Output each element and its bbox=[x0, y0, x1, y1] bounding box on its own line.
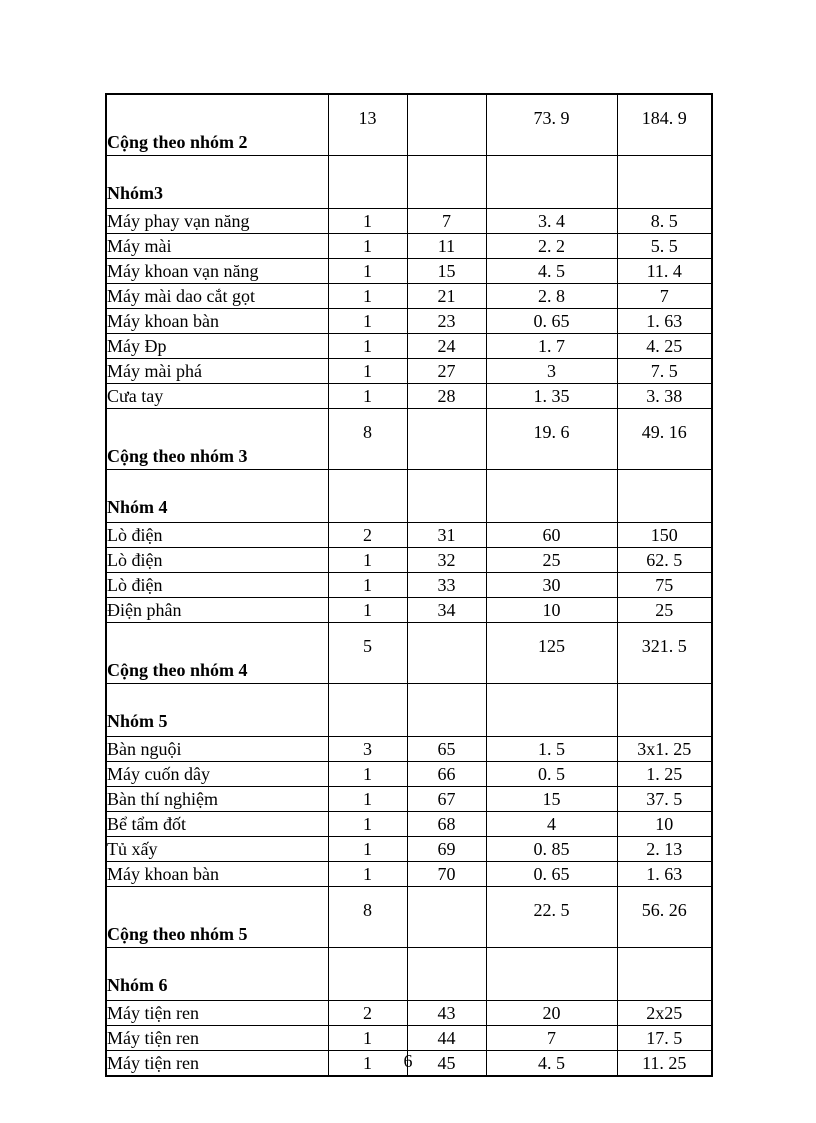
table-row bbox=[106, 1001, 712, 1026]
total-power-cell: 7. 5 bbox=[617, 359, 712, 384]
device-name-cell: Tủ xấy bbox=[106, 837, 328, 862]
plan-code-cell bbox=[407, 156, 486, 209]
table-row bbox=[106, 787, 712, 812]
plan-code-cell: 69 bbox=[407, 837, 486, 862]
plan-code-cell: 66 bbox=[407, 762, 486, 787]
device-name-cell: Bàn nguội bbox=[106, 737, 328, 762]
plan-code-cell: 34 bbox=[407, 598, 486, 623]
plan-code-cell: 43 bbox=[407, 1001, 486, 1026]
quantity-cell bbox=[328, 948, 407, 1001]
device-name-cell: Lò điện bbox=[106, 548, 328, 573]
device-name-cell: Cộng theo nhóm 2 bbox=[106, 94, 328, 156]
quantity-cell: 8 bbox=[328, 887, 407, 948]
plan-code-cell: 21 bbox=[407, 284, 486, 309]
device-name-cell: Máy phay vạn năng bbox=[106, 209, 328, 234]
total-power-cell bbox=[617, 684, 712, 737]
rated-power-cell: 1. 5 bbox=[486, 737, 617, 762]
quantity-cell: 2 bbox=[328, 1001, 407, 1026]
rated-power-cell: 25 bbox=[486, 548, 617, 573]
device-name-cell: Máy mài bbox=[106, 234, 328, 259]
group-header-row bbox=[106, 684, 712, 737]
quantity-cell: 1 bbox=[328, 787, 407, 812]
plan-code-cell bbox=[407, 470, 486, 523]
device-name-cell: Máy khoan bàn bbox=[106, 309, 328, 334]
total-power-cell: 37. 5 bbox=[617, 787, 712, 812]
device-name-cell: Máy Đp bbox=[106, 334, 328, 359]
total-power-cell: 1. 63 bbox=[617, 862, 712, 887]
rated-power-cell bbox=[486, 948, 617, 1001]
total-power-cell: 2. 13 bbox=[617, 837, 712, 862]
group-header-row bbox=[106, 470, 712, 523]
table-row bbox=[106, 862, 712, 887]
plan-code-cell: 68 bbox=[407, 812, 486, 837]
plan-code-cell bbox=[407, 409, 486, 470]
quantity-cell: 1 bbox=[328, 862, 407, 887]
plan-code-cell: 45 bbox=[407, 1051, 486, 1077]
table-row bbox=[106, 209, 712, 234]
rated-power-cell: 2. 2 bbox=[486, 234, 617, 259]
total-power-cell: 3. 38 bbox=[617, 384, 712, 409]
rated-power-cell: 3 bbox=[486, 359, 617, 384]
total-power-cell: 56. 26 bbox=[617, 887, 712, 948]
rated-power-cell bbox=[486, 156, 617, 209]
rated-power-cell: 2. 8 bbox=[486, 284, 617, 309]
total-power-cell: 2x25 bbox=[617, 1001, 712, 1026]
quantity-cell bbox=[328, 470, 407, 523]
table-row bbox=[106, 384, 712, 409]
rated-power-cell: 19. 6 bbox=[486, 409, 617, 470]
plan-code-cell: 65 bbox=[407, 737, 486, 762]
quantity-cell: 8 bbox=[328, 409, 407, 470]
rated-power-cell bbox=[486, 470, 617, 523]
total-power-cell bbox=[617, 156, 712, 209]
total-power-cell: 49. 16 bbox=[617, 409, 712, 470]
quantity-cell: 1 bbox=[328, 334, 407, 359]
plan-code-cell bbox=[407, 948, 486, 1001]
rated-power-cell: 0. 85 bbox=[486, 837, 617, 862]
equipment-load-table bbox=[105, 93, 713, 1077]
table-row bbox=[106, 334, 712, 359]
plan-code-cell bbox=[407, 887, 486, 948]
group-total-row bbox=[106, 94, 712, 156]
total-power-cell: 5. 5 bbox=[617, 234, 712, 259]
plan-code-cell: 67 bbox=[407, 787, 486, 812]
device-name-cell: Máy cuốn dây bbox=[106, 762, 328, 787]
quantity-cell: 1 bbox=[328, 548, 407, 573]
plan-code-cell: 7 bbox=[407, 209, 486, 234]
rated-power-cell: 73. 9 bbox=[486, 94, 617, 156]
device-name-cell: Cưa tay bbox=[106, 384, 328, 409]
group-total-row bbox=[106, 409, 712, 470]
plan-code-cell: 28 bbox=[407, 384, 486, 409]
quantity-cell: 1 bbox=[328, 1026, 407, 1051]
table-row bbox=[106, 309, 712, 334]
table-row bbox=[106, 234, 712, 259]
table-row bbox=[106, 812, 712, 837]
table-row bbox=[106, 837, 712, 862]
quantity-cell: 1 bbox=[328, 573, 407, 598]
rated-power-cell: 125 bbox=[486, 623, 617, 684]
rated-power-cell: 20 bbox=[486, 1001, 617, 1026]
page-number: 6 bbox=[403, 1051, 413, 1071]
equipment-table-body bbox=[106, 94, 712, 1076]
rated-power-cell: 7 bbox=[486, 1026, 617, 1051]
rated-power-cell: 10 bbox=[486, 598, 617, 623]
device-name-cell: Bàn thí nghiệm bbox=[106, 787, 328, 812]
device-name-cell: Lò điện bbox=[106, 573, 328, 598]
total-power-cell: 8. 5 bbox=[617, 209, 712, 234]
group-header-row bbox=[106, 948, 712, 1001]
total-power-cell: 11. 25 bbox=[617, 1051, 712, 1077]
group-total-row bbox=[106, 887, 712, 948]
rated-power-cell: 4. 5 bbox=[486, 1051, 617, 1077]
quantity-cell bbox=[328, 684, 407, 737]
plan-code-cell: 23 bbox=[407, 309, 486, 334]
total-power-cell: 3x1. 25 bbox=[617, 737, 712, 762]
plan-code-cell: 11 bbox=[407, 234, 486, 259]
quantity-cell: 1 bbox=[328, 359, 407, 384]
device-name-cell: Máy tiện ren bbox=[106, 1026, 328, 1051]
rated-power-cell: 30 bbox=[486, 573, 617, 598]
quantity-cell: 1 bbox=[328, 259, 407, 284]
device-name-cell: Nhóm 4 bbox=[106, 470, 328, 523]
total-power-cell: 25 bbox=[617, 598, 712, 623]
device-name-cell: Cộng theo nhóm 3 bbox=[106, 409, 328, 470]
device-name-cell: Nhóm 5 bbox=[106, 684, 328, 737]
total-power-cell: 75 bbox=[617, 573, 712, 598]
table-row bbox=[106, 523, 712, 548]
rated-power-cell: 3. 4 bbox=[486, 209, 617, 234]
plan-code-cell: 24 bbox=[407, 334, 486, 359]
total-power-cell: 321. 5 bbox=[617, 623, 712, 684]
device-name-cell: Máy mài phá bbox=[106, 359, 328, 384]
quantity-cell: 1 bbox=[328, 384, 407, 409]
total-power-cell: 62. 5 bbox=[617, 548, 712, 573]
plan-code-cell: 27 bbox=[407, 359, 486, 384]
plan-code-cell: 33 bbox=[407, 573, 486, 598]
quantity-cell: 1 bbox=[328, 837, 407, 862]
device-name-cell: Máy khoan bàn bbox=[106, 862, 328, 887]
quantity-cell: 1 bbox=[328, 309, 407, 334]
total-power-cell bbox=[617, 948, 712, 1001]
total-power-cell bbox=[617, 470, 712, 523]
device-name-cell: Máy tiện ren bbox=[106, 1051, 328, 1077]
rated-power-cell: 4 bbox=[486, 812, 617, 837]
table-row bbox=[106, 259, 712, 284]
quantity-cell: 1 bbox=[328, 209, 407, 234]
rated-power-cell: 1. 7 bbox=[486, 334, 617, 359]
device-name-cell: Điện phân bbox=[106, 598, 328, 623]
device-name-cell: Nhóm3 bbox=[106, 156, 328, 209]
plan-code-cell bbox=[407, 94, 486, 156]
table-row bbox=[106, 1026, 712, 1051]
table-row bbox=[106, 737, 712, 762]
plan-code-cell bbox=[407, 623, 486, 684]
quantity-cell bbox=[328, 156, 407, 209]
device-name-cell: Nhóm 6 bbox=[106, 948, 328, 1001]
table-row bbox=[106, 359, 712, 384]
table-row bbox=[106, 762, 712, 787]
rated-power-cell: 4. 5 bbox=[486, 259, 617, 284]
total-power-cell: 1. 63 bbox=[617, 309, 712, 334]
quantity-cell: 1 bbox=[328, 284, 407, 309]
total-power-cell: 1. 25 bbox=[617, 762, 712, 787]
total-power-cell: 17. 5 bbox=[617, 1026, 712, 1051]
table-row bbox=[106, 548, 712, 573]
plan-code-cell: 31 bbox=[407, 523, 486, 548]
rated-power-cell: 0. 5 bbox=[486, 762, 617, 787]
total-power-cell: 150 bbox=[617, 523, 712, 548]
rated-power-cell bbox=[486, 684, 617, 737]
total-power-cell: 10 bbox=[617, 812, 712, 837]
device-name-cell: Máy tiện ren bbox=[106, 1001, 328, 1026]
rated-power-cell: 22. 5 bbox=[486, 887, 617, 948]
quantity-cell: 1 bbox=[328, 762, 407, 787]
plan-code-cell: 15 bbox=[407, 259, 486, 284]
table-row bbox=[106, 573, 712, 598]
rated-power-cell: 0. 65 bbox=[486, 309, 617, 334]
rated-power-cell: 0. 65 bbox=[486, 862, 617, 887]
total-power-cell: 4. 25 bbox=[617, 334, 712, 359]
plan-code-cell bbox=[407, 684, 486, 737]
total-power-cell: 11. 4 bbox=[617, 259, 712, 284]
quantity-cell: 1 bbox=[328, 234, 407, 259]
quantity-cell: 1 bbox=[328, 812, 407, 837]
quantity-cell: 1 bbox=[328, 598, 407, 623]
plan-code-cell: 32 bbox=[407, 548, 486, 573]
quantity-cell: 2 bbox=[328, 523, 407, 548]
total-power-cell: 184. 9 bbox=[617, 94, 712, 156]
quantity-cell: 3 bbox=[328, 737, 407, 762]
plan-code-cell: 70 bbox=[407, 862, 486, 887]
device-name-cell: Lò điện bbox=[106, 523, 328, 548]
device-name-cell: Cộng theo nhóm 4 bbox=[106, 623, 328, 684]
total-power-cell: 7 bbox=[617, 284, 712, 309]
plan-code-cell: 44 bbox=[407, 1026, 486, 1051]
quantity-cell: 13 bbox=[328, 94, 407, 156]
quantity-cell: 1 bbox=[328, 1051, 407, 1077]
device-name-cell: Cộng theo nhóm 5 bbox=[106, 887, 328, 948]
rated-power-cell: 1. 35 bbox=[486, 384, 617, 409]
device-name-cell: Máy mài dao cắt gọt bbox=[106, 284, 328, 309]
rated-power-cell: 15 bbox=[486, 787, 617, 812]
table-row bbox=[106, 284, 712, 309]
group-header-row bbox=[106, 156, 712, 209]
rated-power-cell: 60 bbox=[486, 523, 617, 548]
quantity-cell: 5 bbox=[328, 623, 407, 684]
table-row bbox=[106, 598, 712, 623]
device-name-cell: Bể tẩm đốt bbox=[106, 812, 328, 837]
device-name-cell: Máy khoan vạn năng bbox=[106, 259, 328, 284]
group-total-row bbox=[106, 623, 712, 684]
